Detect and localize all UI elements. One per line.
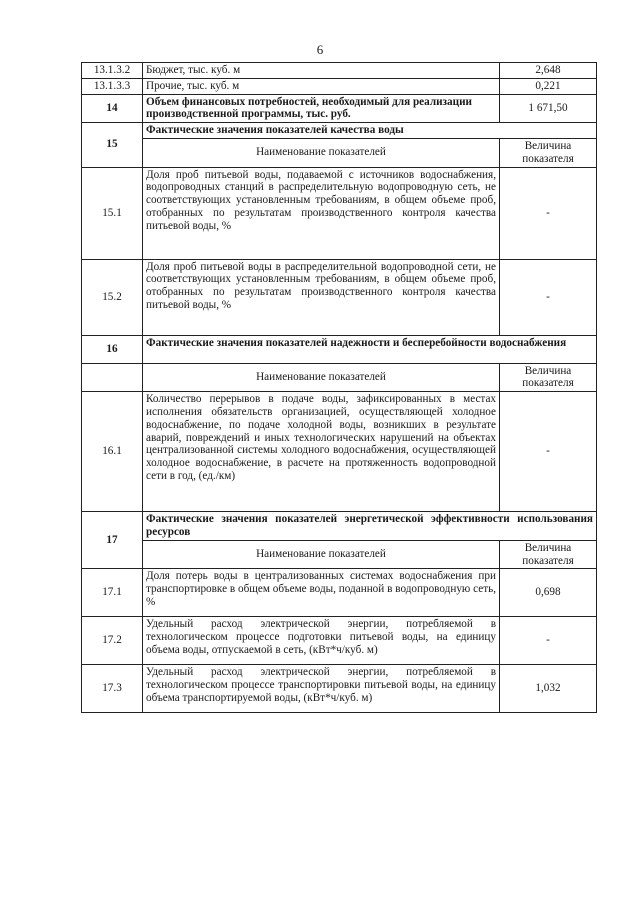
- row-number: 17.1: [82, 569, 143, 617]
- row-value: 0,698: [500, 569, 597, 617]
- column-header-name: Наименование показателей: [143, 540, 500, 569]
- empty-cell: [82, 363, 143, 392]
- section-number: 16: [82, 335, 143, 363]
- row-label: Бюджет, тыс. куб. м: [143, 63, 500, 79]
- row-label: Доля потерь воды в централизованных системах водоснабжения при транспортировке в общем объеме воды, поданной в водопроводную сеть, %: [143, 569, 500, 617]
- row-label: Доля проб питьевой воды в распределительной водопроводной сети, не соответствующих установленным требованиям, в общем объеме проб, отобранных по результатам производственного контроля качества питьевой воды, %: [143, 259, 500, 335]
- table-row: [82, 167, 597, 259]
- column-header-name: Наименование показателей: [143, 363, 500, 392]
- table-row: [82, 392, 597, 512]
- indicators-table: [81, 62, 597, 713]
- row-number: 17.2: [82, 617, 143, 665]
- table-row: [82, 259, 597, 335]
- row-number: 13.1.3.3: [82, 78, 143, 94]
- row-number: 17.3: [82, 665, 143, 713]
- column-header-value: Величина показателя: [500, 138, 597, 167]
- section-title: Фактические значения показателей качества воды: [143, 123, 597, 139]
- row-number: 16.1: [82, 392, 143, 512]
- page-number: 6: [316, 42, 324, 57]
- row-label: Удельный расход электрической энергии, потребляемой в технологическом процессе транспортировки питьевой воды, на единицу объема транспортируемой воды, (кВт*ч/куб. м): [143, 665, 500, 713]
- table-row: [82, 63, 597, 79]
- column-header-value: Величина показателя: [500, 540, 597, 569]
- row-label: Доля проб питьевой воды, подаваемой с источников водоснабжения, водопроводных станций в распределительную водопроводную сеть, не соответствующих установленным требованиям, в общем объеме проб, отобранных по результатам производственного контроля качества питьевой воды, %: [143, 167, 500, 259]
- table-row: [82, 617, 597, 665]
- row-number: 13.1.3.2: [82, 63, 143, 79]
- section-header-row: [82, 335, 597, 363]
- column-header-name: Наименование показателей: [143, 138, 500, 167]
- row-value: 1,032: [500, 665, 597, 713]
- section-title: Фактические значения показателей надежности и бесперебойности водоснабжения: [143, 335, 597, 363]
- row-number: 14: [82, 94, 143, 123]
- row-label: Объем финансовых потребностей, необходимый для реализации производственной программы, тыс. руб.: [143, 94, 500, 123]
- table-row: [82, 78, 597, 94]
- row-value: 1 671,50: [500, 94, 597, 123]
- section-title: Фактические значения показателей энергетической эффективности использования ресурсов: [143, 512, 597, 541]
- row-label: Количество перерывов в подаче воды, зафиксированных в местах исполнения обязательств организацией, осуществляющей холодное водоснабжение, по подаче холодной воды, возникших в результате аварий, повреждений и иных технологических нарушений на объектах централизованной системы холодного водоснабжения, осуществляющей холодное водоснабжение, в расчете на протяженность водопроводной сети в год, (ед./км): [143, 392, 500, 512]
- row-label: Прочие, тыс. куб. м: [143, 78, 500, 94]
- row-number: 15.1: [82, 167, 143, 259]
- row-label: Удельный расход электрической энергии, потребляемой в технологическом процессе подготовки питьевой воды, на единицу объема воды, отпускаемой в сеть, (кВт*ч/куб. м): [143, 617, 500, 665]
- column-header-row: [82, 363, 597, 392]
- row-value: 0,221: [500, 78, 597, 94]
- row-value: -: [500, 167, 597, 259]
- section-number: 15: [82, 123, 143, 167]
- column-header-row: [82, 138, 597, 167]
- row-value: 2,648: [500, 63, 597, 79]
- row-value: -: [500, 259, 597, 335]
- table-row: [82, 94, 597, 123]
- row-number: 15.2: [82, 259, 143, 335]
- column-header-row: [82, 540, 597, 569]
- section-header-row: [82, 512, 597, 541]
- section-number: 17: [82, 512, 143, 569]
- column-header-value: Величина показателя: [500, 363, 597, 392]
- table-row: [82, 569, 597, 617]
- table-row: [82, 665, 597, 713]
- row-value: -: [500, 392, 597, 512]
- row-value: -: [500, 617, 597, 665]
- section-header-row: [82, 123, 597, 139]
